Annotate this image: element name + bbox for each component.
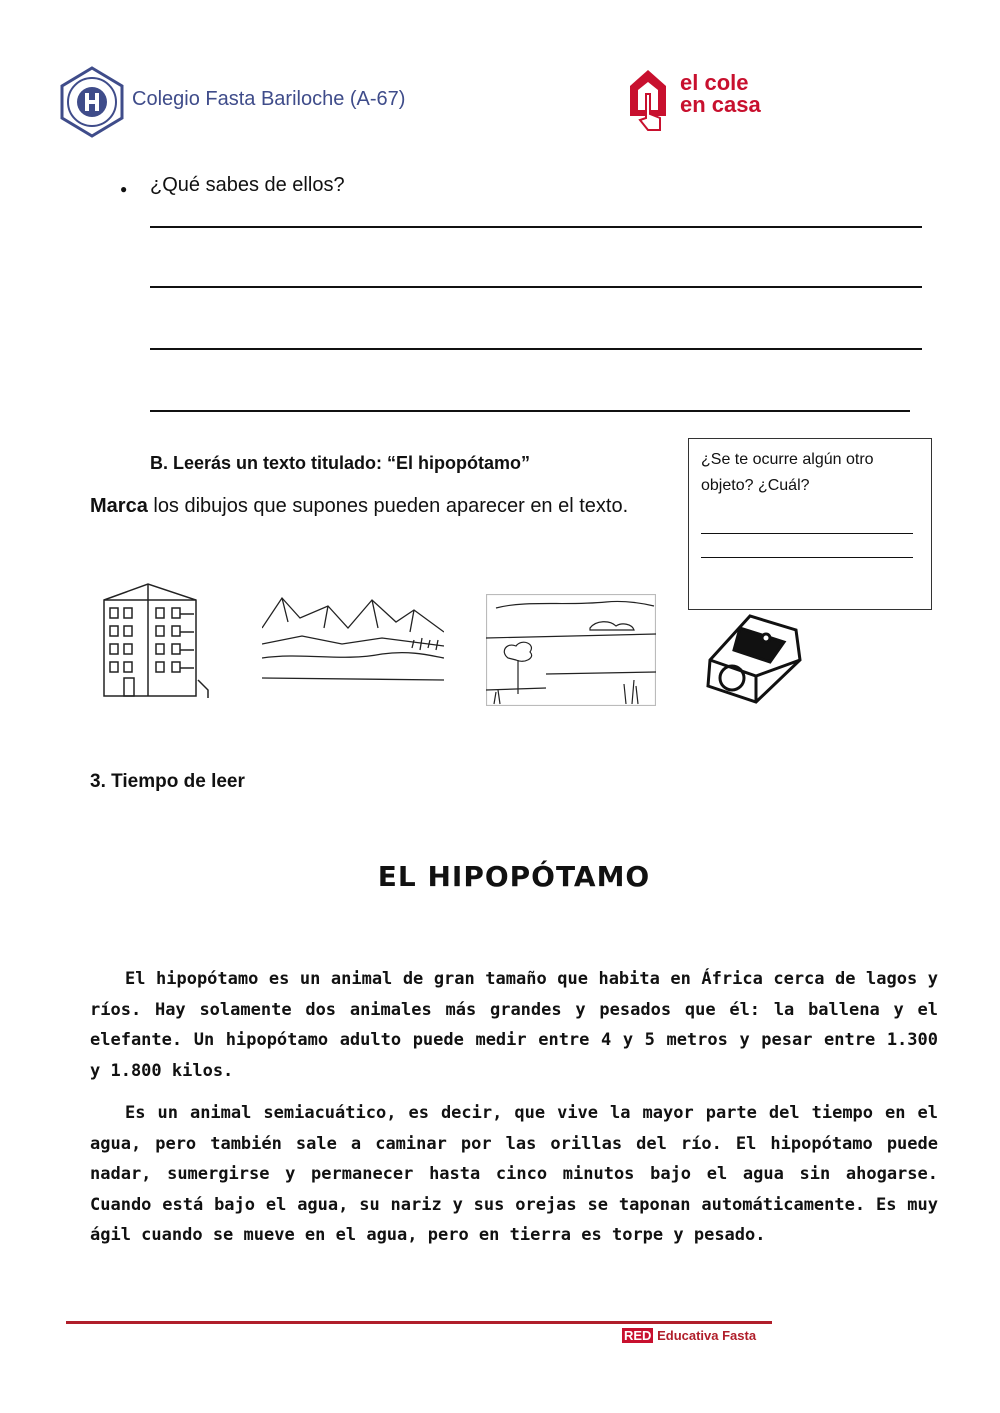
reading-title: EL HIPOPÓTAMO: [377, 860, 651, 893]
box-answer-line[interactable]: [701, 533, 913, 534]
savanna-sketch[interactable]: [486, 594, 656, 706]
school-seal-logo: [58, 66, 126, 138]
box-answer-line[interactable]: [701, 557, 913, 558]
footer-rule: [66, 1321, 772, 1324]
campaign-wordmark: [680, 72, 761, 116]
bullet-icon: ●: [120, 182, 128, 196]
campaign-line-2: en casa: [680, 92, 761, 117]
answer-line[interactable]: [150, 348, 922, 350]
section-b-heading: B. Leerás un texto titulado: “El hipopótamo”: [150, 453, 531, 473]
sharpener-sketch[interactable]: [700, 598, 804, 708]
footer-text: Educativa Fasta: [657, 1328, 757, 1343]
building-sketch[interactable]: [90, 580, 214, 706]
instruction-verb: Marca: [90, 495, 148, 517]
mark-instruction: [90, 495, 628, 518]
answer-line[interactable]: [150, 410, 910, 412]
answer-line[interactable]: [150, 226, 922, 228]
el-cole-en-casa-logo-icon: [626, 64, 670, 136]
school-name: Colegio Fasta Bariloche (A-67): [132, 88, 406, 110]
other-object-box: [688, 438, 932, 610]
reading-paragraph: El hipopótamo es un animal de gran tamaño que habita en África cerca de lagos y ríos. Hay solamente dos animales más grandes y pesados que él: la ballena y el elefante. Un hipopótamo adulto puede medir entre 4 y 5 metros y pesar entre 1.300 y 1.800 kilos.: [90, 969, 938, 1081]
footer-tag: RED: [624, 1328, 652, 1343]
other-object-question: ¿Se te ocurre algún otro objeto? ¿Cuál?: [701, 451, 874, 494]
section-3-heading: 3. Tiempo de leer: [90, 771, 245, 792]
answer-line[interactable]: [150, 286, 922, 288]
question-text: ¿Qué sabes de ellos?: [150, 174, 345, 196]
mountains-sketch[interactable]: [262, 588, 444, 688]
reading-paragraph: Es un animal semiacuático, es decir, que vive la mayor parte del tiempo en el agua, pero también sale a caminar por las orillas del río. El hipopótamo puede nadar, sumergirse y permanecer hasta cinco minutos bajo el agua sin ahogarse. Cuando está bajo el agua, su nariz y sus orejas se taponan automáticamente. Es muy ágil cuando se mueve en el agua, pero en tierra es torpe y pesado.: [90, 1103, 938, 1245]
instruction-rest: los dibujos que supones pueden aparecer en el texto.: [147, 495, 629, 517]
footer-brand: [622, 1328, 756, 1343]
campaign-line-1: el cole: [680, 70, 749, 95]
